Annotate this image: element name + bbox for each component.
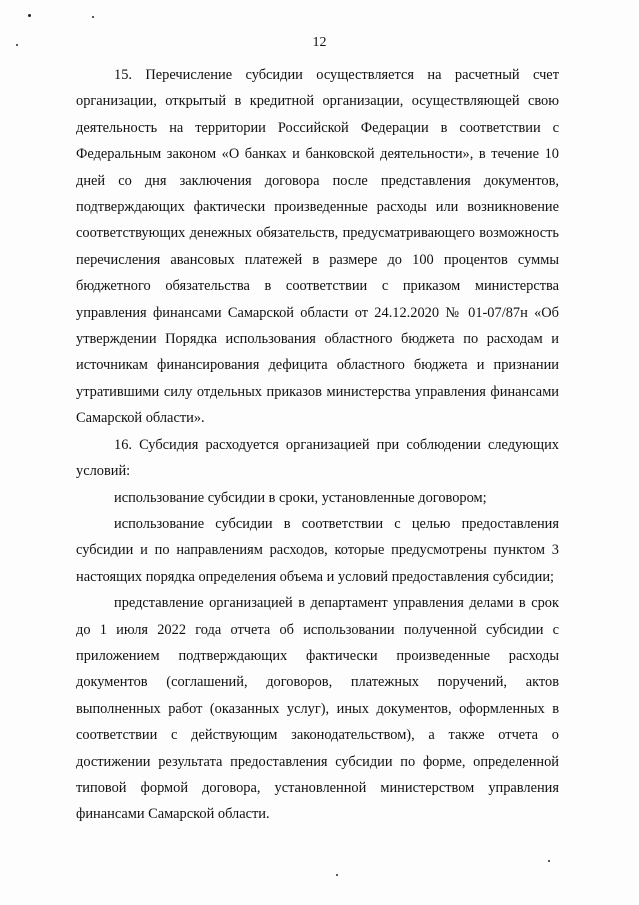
condition-purpose: использование субсидии в соответствии с целью предоставления субсидии и по направлениям расходов, которые предусмотрены пунктом 3 настоящих порядка определения объема и условий предоставления субсидии;	[76, 515, 559, 585]
page-number: 12	[312, 35, 327, 50]
paragraph-16: 16. Субсидия расходуется организацией при соблюдении следующих условий:	[76, 436, 559, 480]
condition-report: представление организацией в департамент управления делами в срок до 1 июля 2022 года отчета об использовании полученной субсидии с приложением подтверждающих фактически произведенные расходы документов (соглашений, договоров, платежных поручений, актов выполненных работ (оказанных услуг), иных документов, оформленных в соответствии с действующим законодательством), а также отчета о достижении результата предоставления субсидии по форме, определенной типовой формой договора, установленной министерством управления финансами Самарской области.	[76, 595, 559, 823]
scan-speck	[548, 860, 550, 862]
document-body	[76, 62, 559, 828]
condition-terms: использование субсидии в сроки, установленные договором;	[114, 489, 487, 506]
scan-speck	[92, 16, 94, 18]
scan-speck	[28, 14, 31, 17]
scan-speck	[336, 874, 338, 876]
paragraph-15: 15. Перечисление субсидии осуществляется на расчетный счет организации, открытый в кредитной организации, осуществляющей свою деятельность на территории Российской Федерации в соответствии с Федеральным законом «О банках и банковской деятельности», в течение 10 дней со дня заключения договора после представления документов, подтверждающих фактически произведенные расходы или возникновение соответствующих денежных обязательств, предусматривающего возможность перечисления авансовых платежей в размере до 100 процентов суммы бюджетного обязательства в соответствии с приказом министерства управления финансами Самарской области от 24.12.2020 № 01-07/87н «Об утверждении Порядка использования областного бюджета по расходам и источникам финансирования дефицита областного бюджета и признании утратившими силу отдельных приказов министерства управления финансами Самарской области».	[76, 67, 559, 427]
